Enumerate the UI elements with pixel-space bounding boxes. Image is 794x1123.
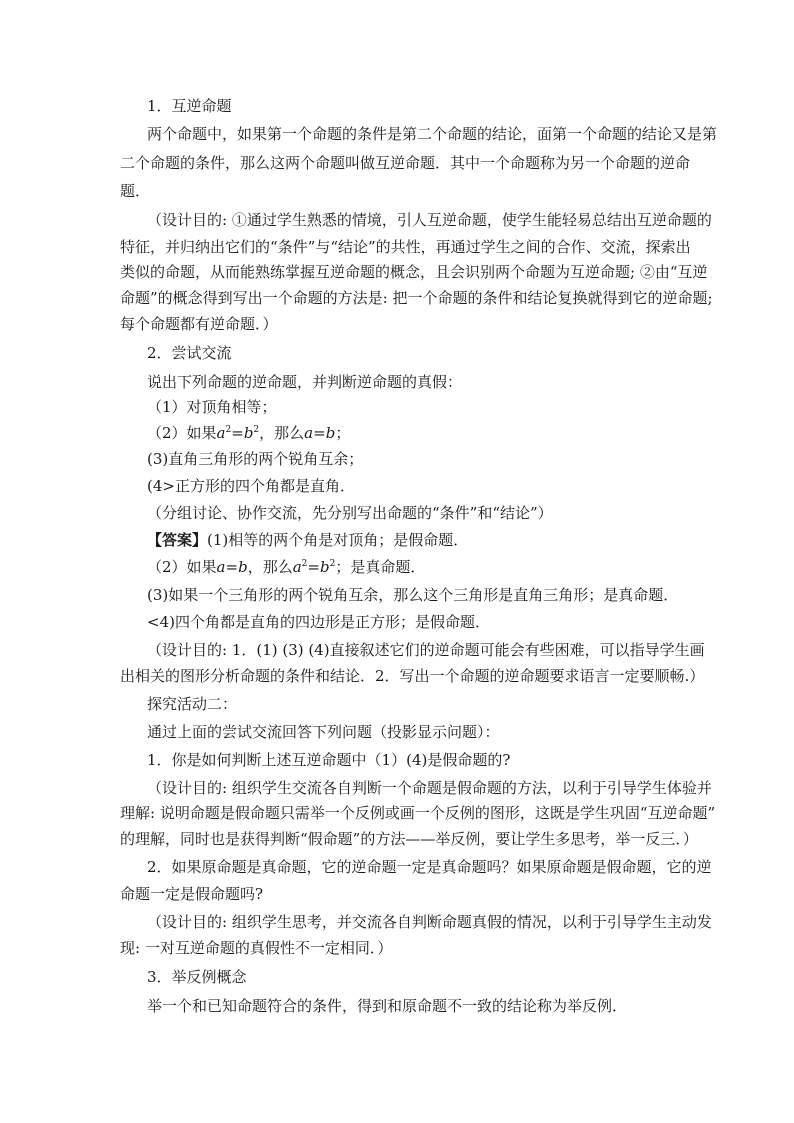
section-heading-3: 3．举反例概念: [147, 968, 247, 986]
answer-line: [147, 557, 425, 577]
answer-line: <4)四个角都是直角的四边形是正方形；是假命题．: [147, 613, 490, 631]
design-purpose-line: （设计目的: ①通过学生熟悉的情境，引人互逆命题，使学生能轻易总结出互逆命题的: [147, 211, 712, 229]
math-exp: 2: [225, 425, 232, 435]
question-line: 1．你是如何判断上述互逆命题中（1）(4)是假命题的?: [147, 751, 511, 769]
math-exp: 2: [329, 559, 336, 569]
design-purpose-line: 出相关的图形分析命题的条件和结论．2．写出一个命题的逆命题要求语言一定要顺畅.）: [120, 667, 705, 685]
section-heading-2: 2．尝试交流: [147, 344, 232, 362]
math-op: =: [307, 558, 320, 576]
math-op: =: [231, 424, 244, 442]
design-purpose-line: 每个命题都有逆命题．）: [120, 315, 278, 333]
design-purpose-line: 类似的命题，从而能熟练掌握互逆命题的概念，且会识别两个命题为互逆命题; ②由“互逆: [120, 263, 708, 281]
answer-text: (1)相等的两个角是对顶角；是假命题．: [207, 531, 469, 549]
math-var: a: [216, 558, 226, 576]
list-item: （1）对顶角相等；: [147, 398, 277, 416]
section-heading-1: 1．互逆命题: [147, 97, 232, 115]
math-var: a: [304, 424, 314, 442]
section-heading-activity: 探究活动二：: [147, 695, 238, 713]
question-line: 命题一定是假命题吗?: [120, 885, 264, 903]
formula-text: （2）如果: [147, 424, 217, 442]
paragraph-line: 说出下列命题的逆命题，并判断逆命题的真假：: [147, 373, 463, 391]
math-var: b: [243, 424, 254, 442]
formula-text: ；: [335, 424, 351, 442]
answer-tag: 【答案】: [147, 531, 208, 549]
math-var: b: [238, 558, 248, 576]
design-purpose-line: 特征，并归纳出它们的“条件”与“结论”的共性，再通过学生之间的合作、交流，探索出: [120, 238, 691, 256]
answer-line: [147, 530, 468, 550]
paragraph-line: 通过上面的尝试交流回答下列问题（投影显示问题）：: [147, 723, 500, 741]
formula-text: ，那么: [247, 558, 293, 576]
design-purpose-line: （设计目的: 1．(1) (3) (4)直接叙述它们的逆命题可能会有些困难，可以指导学生画: [147, 641, 705, 659]
design-purpose-line: （设计目的: 组织学生交流各自判断一个命题是假命题的方法，以利于引导学生体验并: [147, 779, 712, 797]
paragraph-line: 举一个和已知命题符合的条件，得到和原命题不一致的结论称为举反例．: [147, 997, 628, 1015]
math-var: a: [216, 424, 226, 442]
paragraph-line: （分组讨论、协作交流，先分别写出命题的“条件”和“结论”）: [147, 504, 553, 522]
list-item: [147, 423, 350, 443]
math-exp: 2: [301, 559, 308, 569]
design-purpose-line: 的理解，同时也是获得判断“假命题”的方法——举反例，要让学生多思考，举一反三．）: [120, 830, 698, 848]
answer-line: (3)如果一个三角形的两个锐角互余，那么这个三角形是直角三角形；是真命题．: [147, 586, 679, 604]
math-op: =: [313, 424, 326, 442]
design-purpose-line: 命题”的概念得到写出一个命题的方法是: 把一个命题的条件和结论复换就得到它的逆命题;: [120, 289, 713, 307]
formula-text: （2）如果: [147, 558, 217, 576]
paragraph-line: 二个命题的条件，那么这两个命题叫做互逆命题．其中一个命题称为另一个命题的逆命: [120, 154, 691, 172]
design-purpose-line: 现: 一对互逆命题的真假性不一定相同．）: [120, 939, 393, 957]
paragraph-line: 题．: [120, 182, 151, 200]
math-var: b: [319, 558, 330, 576]
list-item: (4>正方形的四个角都是直角．: [147, 477, 355, 495]
design-purpose-line: （设计目的: 组织学生思考，并交流各自判断命题真假的情况，以利于引导学生主动发: [147, 913, 712, 931]
design-purpose-line: 理解: 说明命题是假命题只需举一个反例或画一个反例的图形，这既是学生巩固“互逆命题”: [120, 804, 716, 822]
list-item: (3)直角三角形的两个锐角互余；: [147, 450, 364, 468]
math-op: =: [225, 558, 239, 576]
paragraph-line: 两个命题中，如果第一个命题的条件是第二个命题的结论，面第一个命题的结论又是第: [147, 125, 718, 143]
formula-text: ；是真命题．: [335, 558, 426, 576]
math-var: b: [325, 424, 336, 442]
question-line: 2．如果原命题是真命题，它的逆命题一定是真命题吗？如果原命题是假命题，它的逆: [147, 858, 712, 876]
math-exp: 2: [253, 425, 260, 435]
math-var: a: [292, 558, 302, 576]
formula-text: ，那么: [259, 424, 305, 442]
